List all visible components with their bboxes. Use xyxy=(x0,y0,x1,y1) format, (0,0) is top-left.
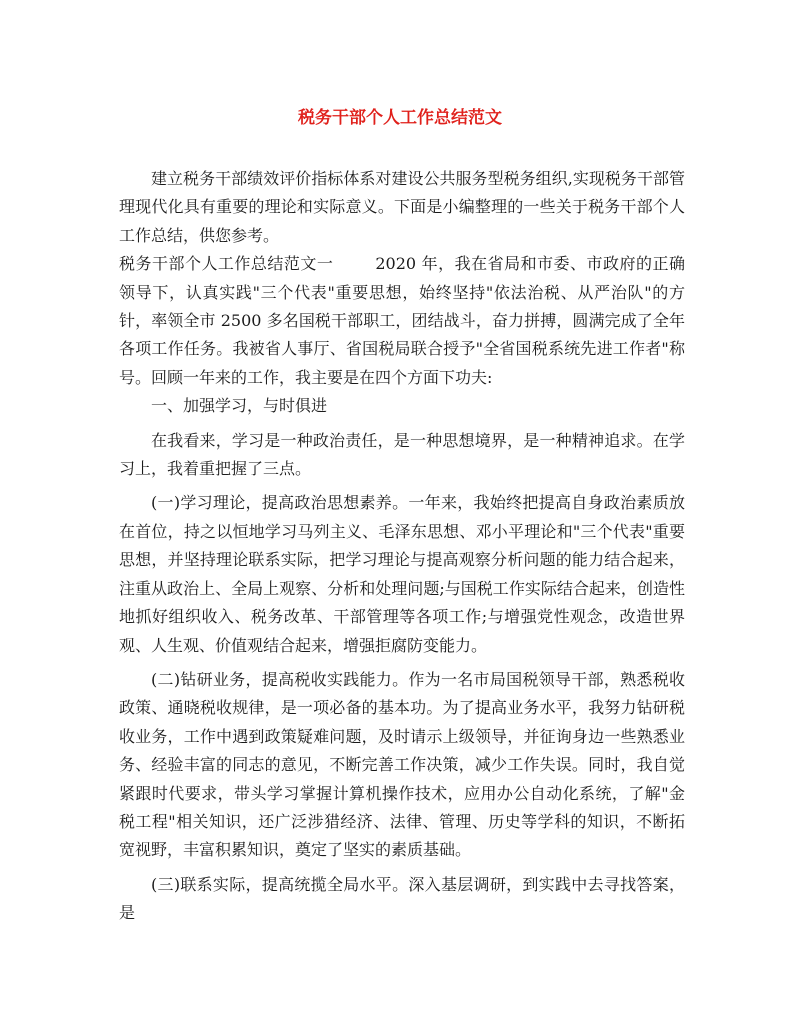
document-body xyxy=(119,165,685,928)
business-paragraph: (二)钻研业务，提高税收实践能力。作为一名市局国税领导干部，熟悉税收政策、通晓税收规律，是一项必备的基本功。为了提高业务水平，我努力钻研税收业务，工作中遇到政策疑难问题，及时请示上级领导，并征询身边一些熟悉业务、经验丰富的同志的意见，不断完善工作决策，减少工作失误。同时，我自觉紧跟时代要求，带头学习掌握计算机操作技术，应用办公自动化系统，了解"金税工程"相关知识，还广泛涉猎经济、法律、管理、历史等学科的知识，不断拓宽视野，丰富积累知识，奠定了坚实的素质基础。 xyxy=(119,669,685,860)
document-title: 税务干部个人工作总结范文 xyxy=(298,108,502,128)
study-intro-paragraph: 在我看来，学习是一种政治责任，是一种思想境界，是一种精神追求。在学习上，我着重把握了三点。 xyxy=(119,430,685,479)
section-title: 税务干部个人工作总结范文一 xyxy=(119,254,334,274)
section-paragraph xyxy=(119,250,685,392)
intro-paragraph: 建立税务干部绩效评价指标体系对建设公共服务型税务组织,实现税务干部管理现代化具有重要的理论和实际意义。下面是小编整理的一些关于税务干部个人工作总结，供您参考。 xyxy=(119,169,685,245)
section-lead-text: 2020 年，我在省局和市委、市政府的正确领导下，认真实践"三个代表"重要思想，始终坚持"依法治税、从严治队"的方针，率领全市 2500 多名国税干部职工，团结战斗，奋力拼搏，圆满完成了全年各项工作任务。我被省人事厅、省国税局联合授予"全省国税系统先进工作者"称号。回顾一年来的工作，我主要是在四个方面下功夫: xyxy=(119,254,685,387)
theory-paragraph: (一)学习理论，提高政治思想素养。一年来，我始终把提高自身政治素质放在首位，持之以恒地学习马列主义、毛泽东思想、邓小平理论和"三个代表"重要思想，并坚持理论联系实际，把学习理论与提高观察分析问题的能力结合起来，注重从政治上、全局上观察、分析和处理问题;与国税工作实际结合起来，创造性地抓好组织收入、税务改革、干部管理等各项工作;与增强党性观念，改造世界观、人生观、价值观结合起来，增强拒腐防变能力。 xyxy=(119,493,685,655)
heading-strengthen-study: 一、加强学习，与时俱进 xyxy=(151,396,328,416)
practice-paragraph: (三)联系实际，提高统揽全局水平。深入基层调研，到实践中去寻找答案，是 xyxy=(119,874,685,923)
